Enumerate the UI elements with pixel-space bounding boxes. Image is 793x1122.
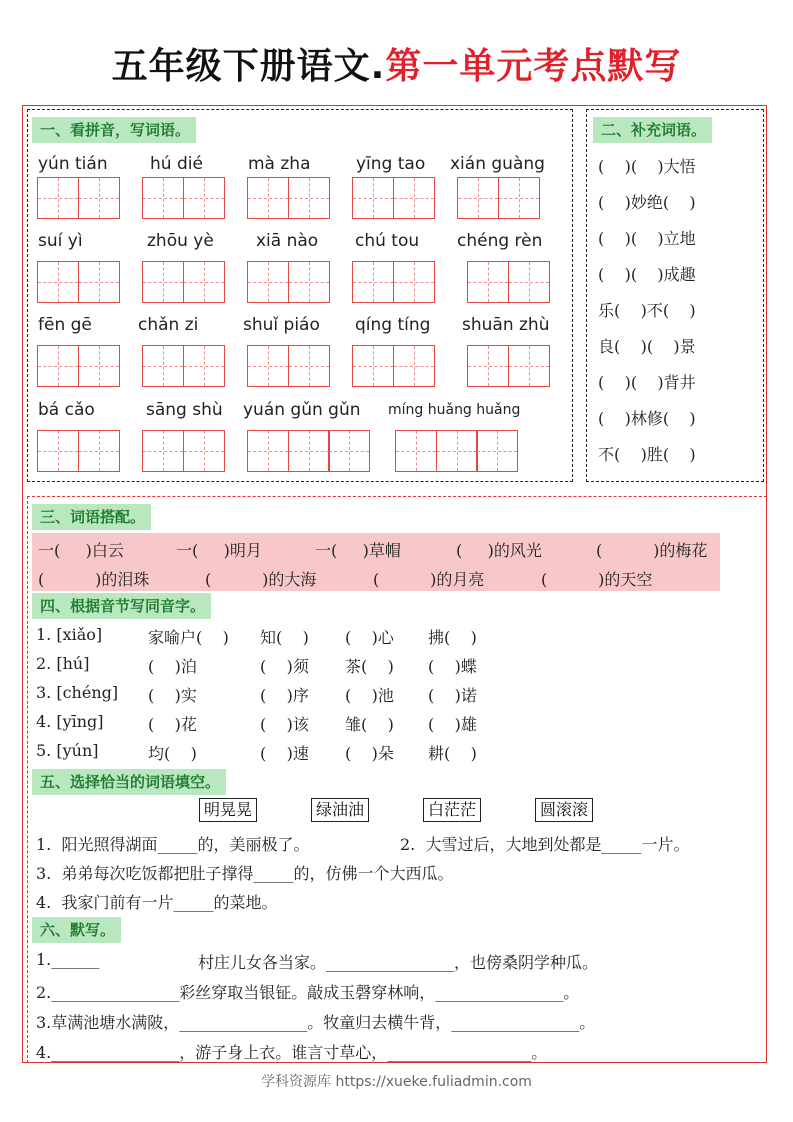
homophone-blank: 茶( ) — [345, 657, 394, 676]
homophone-blank: ( )序 — [260, 686, 309, 705]
syllable-label: 4. [yīng] — [36, 712, 104, 731]
homophone-blank: ( )朵 — [345, 744, 394, 763]
homophone-blank: 耕( ) — [428, 744, 477, 763]
writing-grid[interactable] — [37, 261, 118, 303]
idiom-item: ( )( )大悟 — [598, 157, 696, 176]
pinyin-label: qíng tíng — [355, 315, 431, 335]
writing-grid[interactable] — [457, 177, 538, 219]
pinyin-label: shuǐ piáo — [243, 315, 320, 335]
idiom-item: ( )( )背井 — [598, 373, 696, 392]
section4-heading: 四、根据音节写同音字。 — [32, 593, 211, 619]
pinyin-label: chǎn zi — [138, 315, 199, 335]
homophone-blank: ( )雄 — [428, 715, 477, 734]
pinyin-label: xián guàng — [450, 154, 545, 174]
collocation-item: 一( )白云 — [38, 541, 124, 560]
pinyin-label: chéng rèn — [457, 231, 543, 251]
pinyin-label: chú tou — [355, 231, 420, 251]
fill-question: 2. 大雪过后，大地到处都是_____一片。 — [400, 835, 690, 854]
pinyin-label: míng huǎng huǎng — [388, 402, 521, 418]
pinyin-label: xiā nào — [256, 231, 319, 251]
page-title — [0, 38, 793, 89]
collocation-item: ( )的风光 — [456, 541, 542, 560]
dictation-line: 1.______ — [36, 950, 100, 969]
writing-grid[interactable] — [247, 345, 328, 387]
writing-grid[interactable] — [467, 261, 548, 303]
syllable-label: 2. [hú] — [36, 654, 90, 673]
dictation-line: 4.________________，游子身上衣。谁言寸草心，__________________。 — [36, 1043, 548, 1062]
idiom-item: 良( )( )景 — [598, 337, 696, 356]
homophone-blank: ( )花 — [148, 715, 197, 734]
pinyin-label: sāng shù — [146, 400, 223, 420]
homophone-blank: 家喻户( ) — [148, 628, 229, 647]
homophone-blank: 拂( ) — [428, 628, 477, 647]
homophone-blank: ( )泊 — [148, 657, 197, 676]
writing-grid[interactable] — [37, 430, 118, 472]
writing-grid[interactable] — [395, 430, 517, 472]
pinyin-label: yīng tao — [356, 154, 426, 174]
writing-grid[interactable] — [142, 261, 223, 303]
section5-heading: 五、选择恰当的词语填空。 — [32, 769, 226, 795]
title-topic: 第一单元考点默写 — [385, 46, 682, 87]
idiom-item: 乐( )不( ) — [598, 301, 696, 320]
title-grade: 五年级下册语文. — [111, 46, 386, 87]
pinyin-label: fēn gē — [38, 315, 92, 335]
collocation-item: ( )的梅花 — [596, 541, 708, 560]
idiom-item: ( )林修( ) — [598, 409, 696, 428]
homophone-blank: ( )速 — [260, 744, 309, 763]
homophone-blank: ( )须 — [260, 657, 309, 676]
dictation-line: 2.________________彩丝穿取当银钲。敲成玉磬穿林响，________________。 — [36, 983, 580, 1002]
dictation-line: 3.草满池塘水满陂，________________。牧童归去横牛背，________________。 — [36, 1013, 596, 1032]
homophone-blank: 雏( ) — [345, 715, 394, 734]
collocation-item: ( )的泪珠 — [38, 570, 150, 589]
word-choice: 绿油油 — [311, 798, 369, 822]
writing-grid[interactable] — [247, 261, 328, 303]
pinyin-label: shuān zhù — [462, 315, 550, 335]
fill-question: 4. 我家门前有一片_____的菜地。 — [36, 893, 278, 912]
homophone-blank: 知( ) — [260, 628, 309, 647]
syllable-label: 1. [xiǎo] — [36, 625, 103, 644]
homophone-blank: ( )池 — [345, 686, 394, 705]
homophone-blank: ( )该 — [260, 715, 309, 734]
pinyin-label: suí yì — [38, 231, 83, 251]
fill-question: 1. 阳光照得湖面_____的，美丽极了。 — [36, 835, 310, 854]
writing-grid[interactable] — [37, 177, 118, 219]
homophone-blank: ( )诺 — [428, 686, 477, 705]
pinyin-label: yún tián — [38, 154, 108, 174]
writing-grid[interactable] — [247, 177, 328, 219]
word-choice: 明晃晃 — [199, 798, 257, 822]
pinyin-label: mà zha — [248, 154, 311, 174]
homophone-blank: ( )实 — [148, 686, 197, 705]
word-choice: 圆滚滚 — [535, 798, 593, 822]
idiom-item: ( )( )立地 — [598, 229, 696, 248]
collocation-item: ( )的天空 — [541, 570, 653, 589]
syllable-label: 3. [chéng] — [36, 683, 119, 702]
writing-grid[interactable] — [37, 345, 118, 387]
pinyin-label: zhōu yè — [147, 231, 214, 251]
idiom-item: ( )( )成趣 — [598, 265, 696, 284]
writing-grid[interactable] — [352, 177, 433, 219]
writing-grid[interactable] — [352, 345, 433, 387]
homophone-blank: ( )心 — [345, 628, 394, 647]
section3-heading: 三、词语搭配。 — [32, 504, 151, 530]
pinyin-label: bá cǎo — [38, 400, 95, 420]
homophone-blank: ( )蝶 — [428, 657, 477, 676]
section6-heading: 六、默写。 — [32, 917, 121, 943]
collocation-item: ( )的大海 — [205, 570, 317, 589]
writing-grid[interactable] — [352, 261, 433, 303]
writing-grid[interactable] — [467, 345, 548, 387]
writing-grid[interactable] — [142, 177, 223, 219]
pinyin-label: yuán gǔn gǔn — [243, 400, 361, 420]
word-choice: 白茫茫 — [423, 798, 481, 822]
pinyin-label: hú dié — [150, 154, 203, 174]
fill-question: 3. 弟弟每次吃饭都把肚子撑得_____的，仿佛一个大西瓜。 — [36, 864, 454, 883]
dictation-line: 村庄儿女各当家。________________，也傍桑阴学种瓜。 — [198, 953, 599, 972]
writing-grid[interactable] — [247, 430, 369, 472]
writing-grid[interactable] — [142, 430, 223, 472]
section1-heading: 一、看拼音，写词语。 — [32, 117, 196, 143]
idiom-item: ( )妙绝( ) — [598, 193, 696, 212]
collocation-item: 一( )明月 — [176, 541, 262, 560]
homophone-blank: 均( ) — [148, 744, 197, 763]
idiom-item: 不( )胜( ) — [598, 445, 696, 464]
collocation-item: 一( )草帽 — [315, 541, 401, 560]
footer-source: 学科资源库 https://xueke.fuliadmin.com — [261, 1074, 532, 1090]
collocation-item: ( )的月亮 — [373, 570, 485, 589]
writing-grid[interactable] — [142, 345, 223, 387]
syllable-label: 5. [yún] — [36, 741, 99, 760]
section2-heading: 二、补充词语。 — [593, 117, 712, 143]
